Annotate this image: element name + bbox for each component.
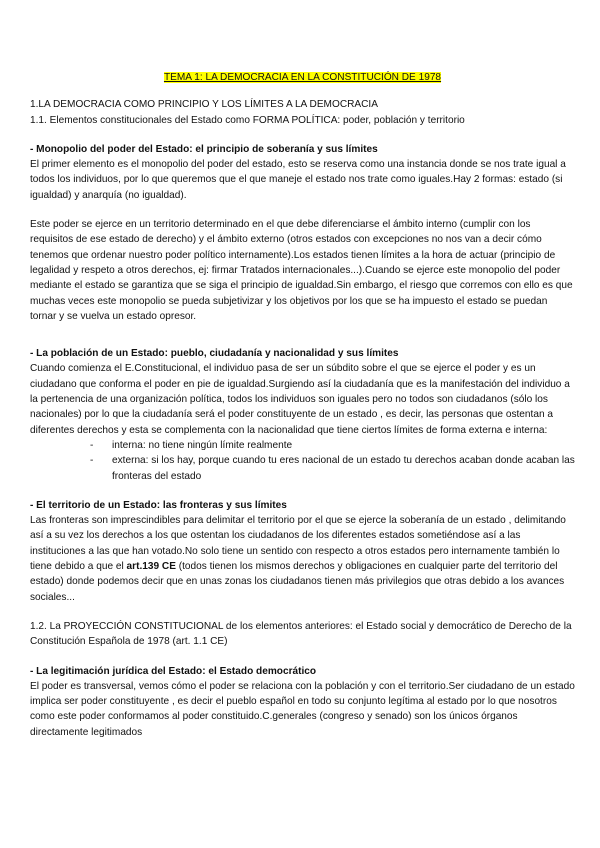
legitimacion-heading: - La legitimación jurídica del Estado: el Estado democrático — [30, 665, 317, 677]
document-title — [30, 70, 575, 85]
document-title-text: TEMA 1: LA DEMOCRACIA EN LA CONSTITUCIÓN DE 1978 — [163, 72, 442, 83]
territorio-text-start: Las fronteras son imprescindibles para delimitar el territorio por el que se ejerce la soberanía de un estado , delimitando así a su vez los derechos a los que ostentan los ciudadanos de los diferentes estados sometiéndose así a las instituciones a las que han votado.No solo tiene un sentido con respecto a otros estados pero internamente también lo tiene debido a que el — [30, 515, 566, 573]
nacionalidad-list — [30, 438, 575, 484]
monopolio-paragraph-2: Este poder se ejerce en un territorio determinado en el que debe diferenciarse el ámbito interno (cumplir con los requisitos de ese estado de derecho) y el ámbito externo (otros estados con excepciones no nos van a decir cómo tenemos que ordenar nuestro poder político internamente).Los estados tienen límites a la hora de actuar (principio de legalidad y respeto a otros derechos, ej: firmar Tratados internacionales...).Cuando se ejerce este monopolio del poder mediante el estado se garantiza que se siga el principio de igualdad.Sin embargo, el riesgo que corremos con ello es que muchas veces este monopolio se pueda subjetivizar y los objetivos por los que se ha impuesto el estado se puedan tornar y se vuelva un estado opresor. — [30, 219, 573, 322]
monopolio-paragraph-1: El primer elemento es el monopolio del poder del estado, esto se reserva como una instancia donde se nos trate igual a todos los individuos, por lo que queremos que el que maneje el estado nos trate como iguales.Hay 2 formas: estado (si igualdad) y anarquía (no igualdad). — [30, 159, 566, 201]
territorio-paragraph-1 — [30, 513, 575, 605]
subsection-heading-1-2: 1.2. La PROYECCIÓN CONSTITUCIONAL de los elementos anteriores: el Estado social y democrático de Derecho de la Constitución Española de 1978 (art. 1.1 CE) — [30, 620, 572, 648]
spacer — [30, 324, 575, 346]
spacer — [30, 128, 575, 142]
spacer — [30, 650, 575, 664]
subsection-heading: 1.1. Elementos constitucionales del Estado como FORMA POLÍTICA: poder, población y territorio — [30, 114, 465, 126]
poblacion-heading: - La población de un Estado: pueblo, ciudadanía y nacionalidad y sus límites — [30, 348, 399, 360]
monopolio-heading: - Monopolio del poder del Estado: el principio de soberanía y sus límites — [30, 143, 378, 155]
spacer — [30, 605, 575, 619]
section-heading: 1.LA DEMOCRACIA COMO PRINCIPIO Y LOS LÍMITES A LA DEMOCRACIA — [30, 99, 378, 111]
territorio-heading: - El territorio de un Estado: las fronteras y sus límites — [30, 499, 287, 511]
document-page — [30, 70, 575, 740]
legitimacion-paragraph-1: El poder es transversal, vemos cómo el poder se relaciona con la población y con el territorio.Ser ciudadano de un estado implica ser poder constituyente , es decir el pueblo español en todo su conjunto legítima al estado por lo que nosotros como este poder conformamos al poder constituido.C.generales (congreso y senado) son los únicos órganos directamente legitimados — [30, 680, 575, 738]
spacer — [30, 203, 575, 217]
poblacion-paragraph-1: Cuando comienza el E.Constitucional, el individuo pasa de ser un súbdito sobre el que se ejerce el poder y es un ciudadano que conforma el poder en pie de igualdad.Surgiendo así la ciudadanía que es la manifestación del individuo a la pertenencia de una organización política, todos los individuos son iguales pero no todos son ciudadanos (sólo los nacionales) por lo que la ciudadanía será el poder constituyente de un estado , es decir, las personas que ostentan a diferentes derechos y esta se complementa con la nacionalidad que tiene ciertos límites de forma externa e interna: — [30, 363, 570, 436]
spacer — [30, 484, 575, 498]
list-item: - externa: si los hay, porque cuando tu eres nacional de un estado tu derechos acaban donde acaban las fronteras del estado — [90, 453, 575, 484]
article-reference: art.139 CE — [126, 561, 176, 573]
territorio-text-end: (todos tienen los mismos derechos y obligaciones en cualquier parte del territorio del estado) donde podemos decir que en unas zonas los ciudadanos tienen más privilegios que otras debido a los avances sociales... — [30, 561, 565, 603]
list-item: - interna: no tiene ningún límite realmente — [90, 438, 575, 453]
